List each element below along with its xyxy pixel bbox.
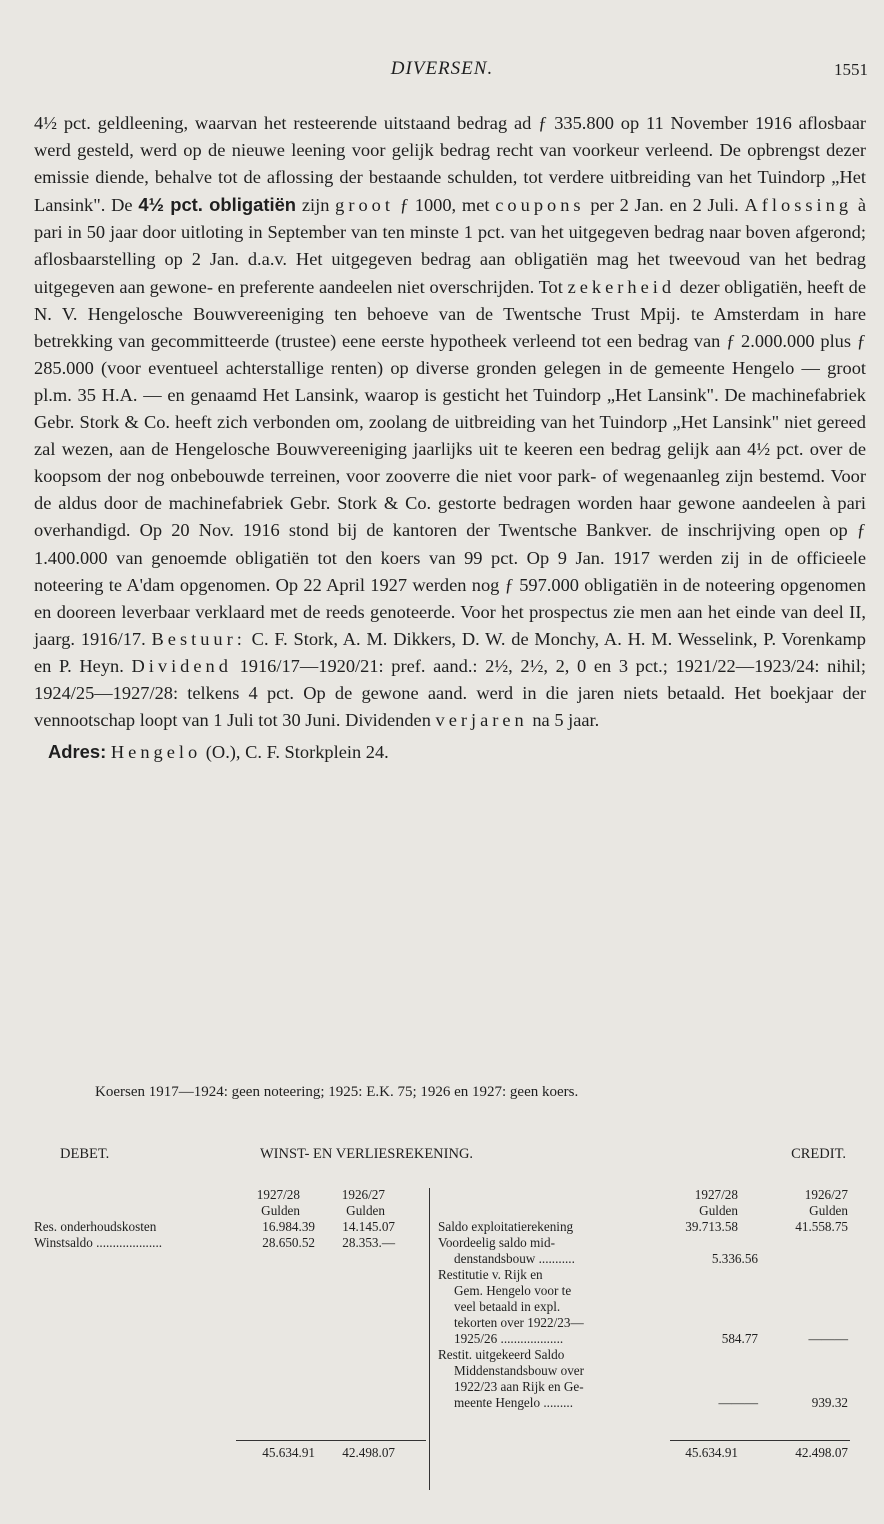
text-run: 4½ pct. geldleening, waarvan het resteerende uitstaand bedrag ad ƒ 335.800 op 11 November 1916 aflosbaar werd gesteld, werd op de nieuwe leening voor gelijk bedrag recht van voorkeur verleend. De opbrengst dezer emissie diende, behalve tot de aflossing der bestaande schulden, tot verdere uitbreiding van het Tuindorp „Het Lansink". De xyxy=(34,113,866,216)
text-run: 1916/17—1920/21: pref. aand.: 2½, 2½, 2, 0 en 3 pct.; 1921/22—1923/24: nihil; 1924/25—1927/28: telkens 4 pct. Op de gewone aand. werd in die jaren niets betaald. Het boekjaar der vennootschap loopt van 1 Juli tot 30 Juni. Dividenden xyxy=(34,655,866,731)
spaced-term: Aflossing xyxy=(744,195,853,216)
credit-total: 45.634.91 xyxy=(685,1445,738,1460)
spaced-term: verjaren xyxy=(435,710,528,731)
credit-line: Restitutie v. Rijk en xyxy=(438,1267,543,1282)
text-run: dezer obligatiën, heeft de N. V. Hengelosche Bouwvereeniging ten behoeve van de Twentsche Trust Mpij. te Amsterdam in hare betrekking van gecommitteerde (trustee) eene eerste hypotheek verleend tot een bedrag van ƒ 2.000.000 plus ƒ 285.000 (voor eventueel achterstallige renten) op diverse gronden gelegen in de gemeente Hengelo — groot pl.m. 35 H.A. — en genaamd Het Lansink, waarop is gesticht het Tuindorp „Het Lansink". De machinefabriek Gebr. Stork & Co. heeft zich verbonden om, zoolang de uitbreiding van het Tuindorp „Het Lansink" niet gereed zal wezen, aan de Hengelosche Bouwvereeniging jaarlijks uit te keeren een bedrag gelijk aan 4½ pct. over de koopsom der nog onbebouwde terreinen, voor zooverre die niet voor park- of wegenaanleg zijn bestemd. Voor de aldus door de machinefabriek Gebr. Stork & Co. gestorte bedragen worden haar gewone aandeelen à pari overhandigd. Op 20 Nov. 1916 stond bij de kantoren der Twentsche Bankver. de inschrijving open op ƒ 1.400.000 van genoemde obligatiën tot den koers van 99 pct. Op 9 Jan. 1917 werden zij in de officieele noteering te A'dam opgenomen. Op 22 April 1927 werden nog ƒ 597.000 obligatiën in de noteering opgenomen en dooreen leverbaar verklaard met de reeds genoteerde. Voor het prospectus zie men aan het einde van deel II, jaarg. 1916/17. xyxy=(34,276,866,649)
price-history: Koersen 1917—1924: geen noteering; 1925: E.K. 75; 1926 en 1927: geen koers. xyxy=(95,1084,579,1100)
spaced-term: Dividend xyxy=(131,655,232,676)
credit-total: 42.498.07 xyxy=(795,1445,848,1460)
debit-row-value: 16.984.39 xyxy=(262,1219,315,1234)
credit-line: veel betaald in expl. xyxy=(454,1299,561,1314)
account-divider xyxy=(429,1188,430,1490)
article-body xyxy=(34,110,866,766)
account-header xyxy=(60,1146,846,1168)
text-run: ƒ 1000, met xyxy=(399,195,490,216)
spaced-term: zekerheid xyxy=(567,276,676,297)
credit-line: Saldo exploitatierekening xyxy=(438,1219,574,1234)
debit-year-2: 1926/27 xyxy=(341,1187,385,1202)
debit-row-value: 28.650.52 xyxy=(262,1235,315,1250)
spaced-term: Bestuur: xyxy=(151,628,246,649)
credit-heading: CREDIT. xyxy=(791,1146,846,1162)
debit-row-value: 14.145.07 xyxy=(342,1219,395,1234)
spaced-term: groot xyxy=(335,195,394,216)
credit-line: Middenstandsbouw over xyxy=(454,1363,585,1378)
debit-total: 42.498.07 xyxy=(342,1445,395,1460)
credit-value: 584.77 xyxy=(721,1331,758,1346)
text-run: na 5 jaar. xyxy=(532,710,600,731)
credit-line: 1925/26 ................... xyxy=(454,1331,564,1346)
text-run: per 2 Jan. en 2 Juli. xyxy=(590,195,739,216)
text-run: C. F. Stork, A. M. Dikkers, D. W. de Monchy, A. H. M. Wesselink, P. Vorenkamp en P. Heyn. xyxy=(34,628,866,676)
running-title: DIVERSEN. xyxy=(390,58,494,79)
credit-value: 41.558.75 xyxy=(795,1219,848,1234)
debit-currency-2: Gulden xyxy=(346,1203,385,1218)
page-number: 1551 xyxy=(834,60,868,79)
page-header xyxy=(0,58,884,88)
credit-line: denstandsbouw ........... xyxy=(454,1251,575,1266)
credit-line: Gem. Hengelo voor te xyxy=(454,1283,572,1298)
bond-term: 4½ pct. obligatiën xyxy=(138,194,297,216)
credit-value: 5.336.56 xyxy=(711,1251,758,1266)
credit-currency-1: Gulden xyxy=(699,1203,738,1218)
address-label: Adres: xyxy=(48,741,107,763)
debit-total: 45.634.91 xyxy=(262,1445,315,1460)
credit-value: 39.713.58 xyxy=(685,1219,738,1234)
credit-value: 939.32 xyxy=(811,1395,848,1410)
debit-currency-1: Gulden xyxy=(261,1203,300,1218)
credit-line: Restit. uitgekeerd Saldo xyxy=(438,1347,565,1362)
text-run: à pari in 50 jaar door uitloting in September van ten minste 1 pct. van het uitgegeven bedrag naar boven afgerond; aflosbaarstelling op 2 Jan. d.a.v. Het uitgegeven bedrag aan obligatiën mag het tweevoud van het bedrag uitgegeven aan gewone- en preferente aandeelen niet overschrijden. Tot xyxy=(34,195,866,297)
debit-year-1: 1927/28 xyxy=(256,1187,300,1202)
debit-heading: DEBET. xyxy=(60,1146,110,1162)
address-rest: (O.), C. F. Storkplein 24. xyxy=(205,742,389,763)
debit-row-label: Res. onderhoudskosten xyxy=(34,1219,157,1234)
credit-total-rule xyxy=(670,1440,850,1441)
debit-total-rule xyxy=(236,1440,426,1441)
credit-currency-2: Gulden xyxy=(809,1203,848,1218)
body-paragraph xyxy=(34,110,866,734)
debit-row-value: 28.353.— xyxy=(342,1235,395,1250)
address-city: Hengelo xyxy=(110,742,202,763)
credit-line: 1922/23 aan Rijk en Ge- xyxy=(454,1379,584,1394)
debit-row-label: Winstsaldo .................... xyxy=(34,1235,163,1250)
address-line xyxy=(34,738,866,766)
credit-line: tekorten over 1922/23— xyxy=(454,1315,584,1330)
credit-year-2: 1926/27 xyxy=(804,1187,848,1202)
credit-value: ——— xyxy=(718,1395,758,1410)
account-title: WINST- EN VERLIESREKENING. xyxy=(260,1146,474,1162)
credit-line: Voordeelig saldo mid- xyxy=(438,1235,555,1250)
spaced-term: coupons xyxy=(495,195,585,216)
credit-line: meente Hengelo ......... xyxy=(454,1395,574,1410)
text-run: zijn xyxy=(301,195,330,216)
credit-value: ——— xyxy=(808,1331,848,1346)
credit-year-1: 1927/28 xyxy=(694,1187,738,1202)
